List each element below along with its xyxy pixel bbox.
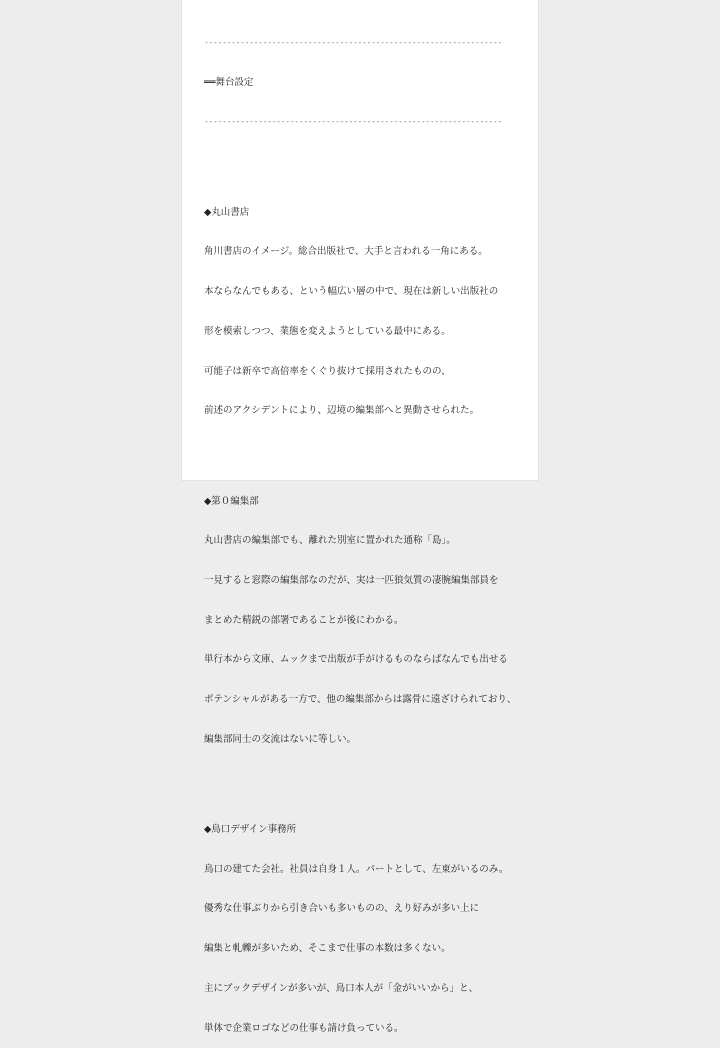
paragraph-line: 丸山書店の編集部でも、離れた別室に置かれた通称「島」。 <box>204 535 456 547</box>
paragraph-line: 可能子は新卒で高倍率をくぐり抜けて採用されたものの、 <box>204 365 451 377</box>
paragraph-line: ポテンシャルがある一方で、他の編集部からは露骨に遠ざけられており、 <box>204 694 517 705</box>
paragraph-line: 形を模索しつつ、業態を変えようとしている最中にある。 <box>204 325 451 337</box>
section-title-toriguchi-design: ◆鳥口デザイン事務所 <box>204 824 297 836</box>
section-title-editorial-0: ◆第０編集部 <box>204 495 259 507</box>
paragraph-line: 一見すると窓際の編集部なのだが、実は一匹狼気質の凄腕編集部員を <box>204 574 499 586</box>
paragraph-line: 主にブックデザインが多いが、鳥口本人が「金がいいから」と、 <box>204 982 479 994</box>
paragraph-line: まとめた精鋭の部署であることが後にわかる。 <box>204 614 404 626</box>
document-heading: ══舞台設定 <box>204 76 254 88</box>
section-title-maruyama: ◆丸山書店 <box>204 206 250 218</box>
separator-line: ------------------------------------------------------------------ <box>204 117 503 127</box>
paragraph-line: 本ならなんでもある、という幅広い層の中で、現在は新しい出版社の <box>204 286 499 298</box>
document-text <box>204 12 534 1048</box>
paragraph-line: 角川書店のイメージ。総合出版社で、大手と言われる一角にある。 <box>204 246 488 258</box>
paragraph-line: 前述のアクシデントにより、辺境の編集部へと異動させられた。 <box>204 405 480 417</box>
paragraph-line: 鳥口の建てた会社。社員は自身１人。パートとして、左東がいるのみ。 <box>204 863 509 875</box>
separator-line: ------------------------------------------------------------------ <box>204 38 503 47</box>
paragraph-line: 編集部同士の交流はないに等しい。 <box>204 733 357 745</box>
blank-line <box>204 153 534 171</box>
paragraph-line: 優秀な仕事ぶりから引き合いも多いものの、えり好みが多い上に <box>204 903 480 915</box>
blank-line <box>204 442 534 460</box>
paragraph-line: 単行本から文庫、ムックまで出版が手がけるものならばなんでも出せる <box>204 654 508 666</box>
blank-line <box>204 770 534 788</box>
paragraph-line: 単体で企業ロゴなどの仕事も請け負っている。 <box>204 1022 404 1034</box>
paragraph-line: 編集と軋轢が多いため、そこまで仕事の本数は多くない。 <box>204 943 451 955</box>
